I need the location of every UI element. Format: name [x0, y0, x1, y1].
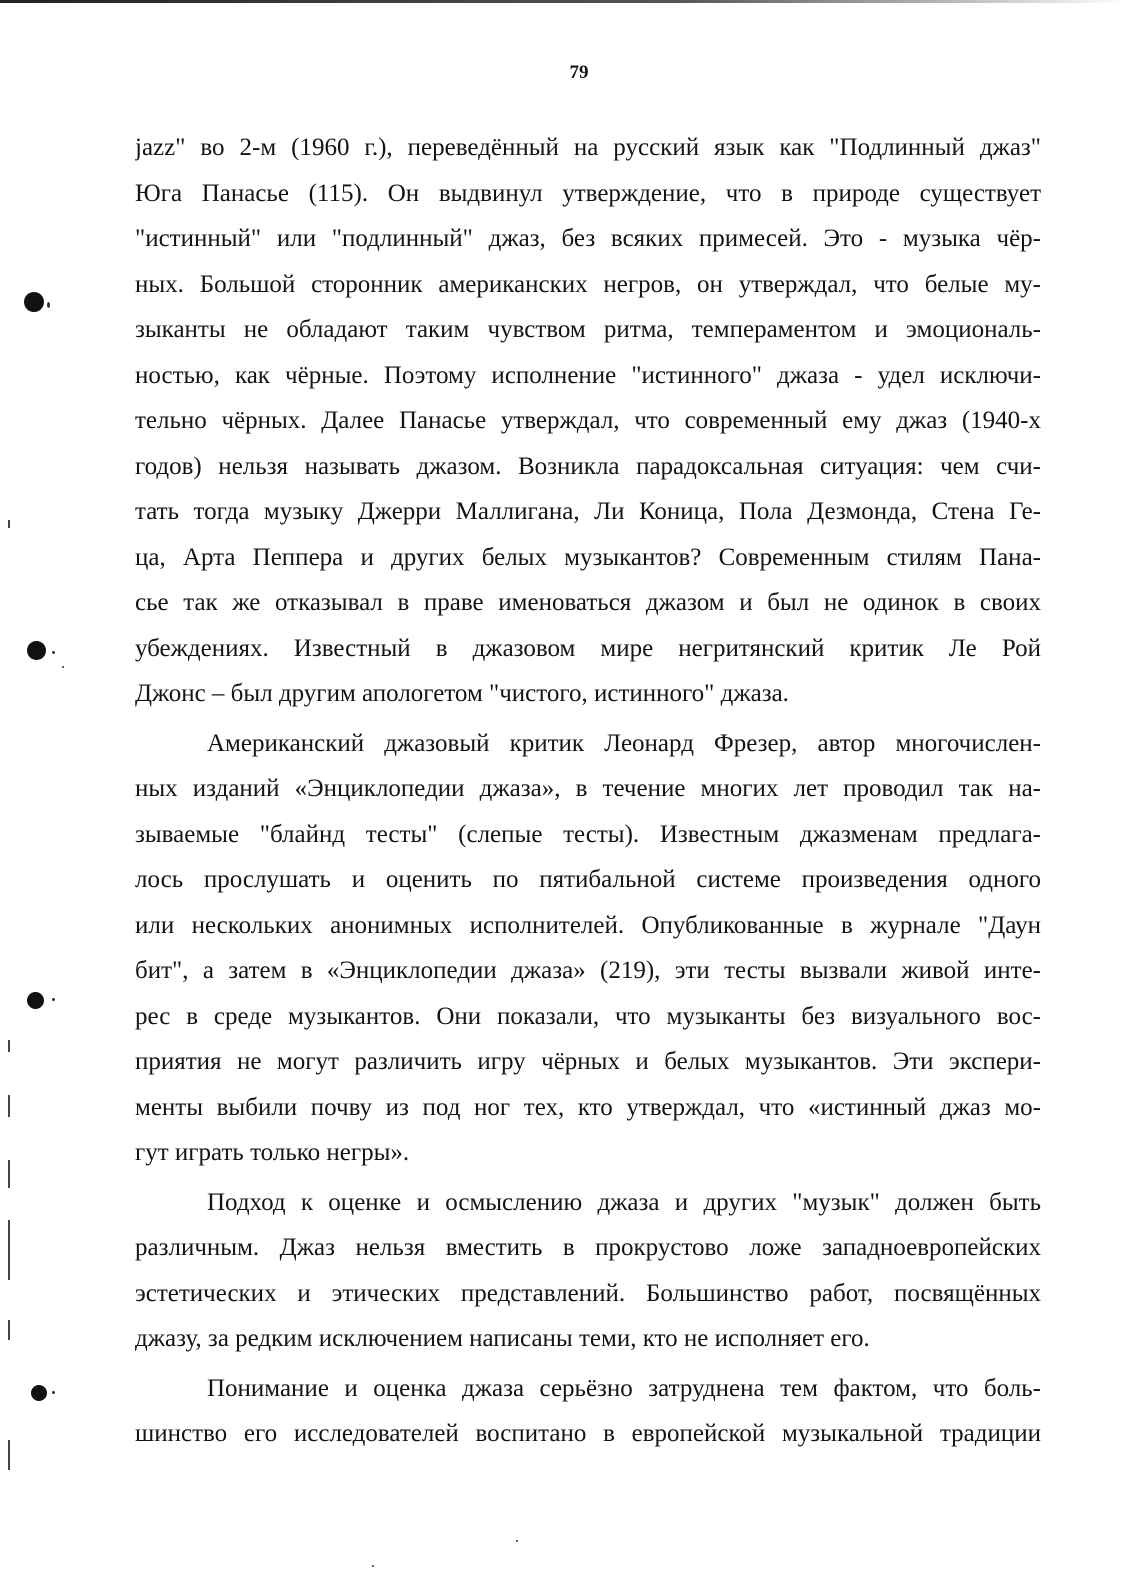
binder-hole-mark	[27, 992, 44, 1009]
scan-speck	[372, 1565, 374, 1567]
scan-edge-mark	[8, 1220, 10, 1280]
body-text	[135, 125, 1041, 1457]
text-line: джазу, за редким исключением написаны теми, кто не исполняет его.	[135, 1325, 870, 1352]
text-line: лось прослушать и оценить по пятибальной системе произведения одного	[135, 866, 1041, 893]
scan-speck	[62, 666, 64, 668]
text-line: тать тогда музыку Джерри Маллигана, Ли Коница, Пола Дезмонда, Стена Ге-	[135, 498, 1041, 525]
text-line: Американский джазовый критик Леонард Фрезер, автор многочислен-	[207, 729, 1041, 757]
paragraph	[135, 1366, 1041, 1457]
scan-edge-mark	[8, 1095, 10, 1117]
binder-hole-mark	[31, 1385, 47, 1401]
text-line: зываемые "блайнд тесты" (слепые тесты). Известным джазменам предлага-	[135, 820, 1041, 848]
text-line: "истинный" или "подлинный" джаз, без всяких примесей. Это - музыка чёр-	[135, 225, 1041, 252]
text-line: Подход к оценке и осмыслению джаза и других "музык" должен быть	[207, 1188, 1041, 1216]
text-line: Джонс – был другим апологетом "чистого, истинного" джаза.	[135, 680, 789, 707]
text-line: гут играть только негры».	[135, 1139, 410, 1166]
scan-speck	[52, 998, 55, 1001]
scan-edge-mark	[8, 1440, 10, 1470]
scan-speck	[52, 651, 55, 654]
text-line: годов) нельзя называть джазом. Возникла парадоксальная ситуация: чем счи-	[135, 452, 1041, 480]
text-line: ностью, как чёрные. Поэтому исполнение "истинного" джаза - удел исключи-	[135, 361, 1041, 389]
scan-edge-mark	[8, 1160, 10, 1188]
text-line: приятия не могут различить игру чёрных и белых музыкантов. Эти экспери-	[135, 1048, 1041, 1075]
binder-hole-mark	[27, 641, 46, 660]
text-line: эстетических и этических представлений. Большинство работ, посвящённых	[135, 1279, 1041, 1307]
text-line: ца, Арта Пеппера и других белых музыкантов? Современным стилям Пана-	[135, 543, 1041, 571]
text-line: шинство его исследователей воспитано в европейской музыкальной традиции	[135, 1420, 1041, 1447]
text-line: сье так же отказывал в праве именоваться джазом и был не одинок в своих	[135, 589, 1041, 616]
text-line: или нескольких анонимных исполнителей. Опубликованные в журнале "Даун	[135, 911, 1041, 939]
scan-speck	[52, 1391, 55, 1394]
paragraph	[135, 721, 1041, 1176]
text-line: менты выбили почву из под ног тех, кто утверждал, что «истинный джаз мо-	[135, 1093, 1041, 1121]
text-line: ных изданий «Энциклопедии джаза», в течение многих лет проводил так на-	[135, 775, 1041, 802]
scan-speck	[516, 1540, 518, 1542]
text-line: зыканты не обладают таким чувством ритма, темпераментом и эмоциональ-	[135, 316, 1041, 343]
text-line: ных. Большой сторонник американских негров, он утверждал, что белые му-	[135, 270, 1041, 298]
text-line: jazz" во 2-м (1960 г.), переведённый на русский язык как "Подлинный джаз"	[135, 134, 1041, 161]
paragraph	[135, 125, 1041, 717]
scan-edge-mark	[8, 520, 10, 528]
paragraph	[135, 1180, 1041, 1362]
scan-edge-mark	[8, 1040, 10, 1052]
text-line: различным. Джаз нельзя вместить в прокрустово ложе западноевропейских	[135, 1234, 1041, 1261]
text-line: бит", а затем в «Энциклопедии джаза» (219), эти тесты вызвали живой инте-	[135, 957, 1041, 984]
binder-hole-mark	[24, 292, 44, 312]
page-number: 79	[569, 62, 589, 83]
text-line: убеждениях. Известный в джазовом мире негритянский критик Ле Рой	[135, 634, 1041, 662]
scan-speck	[47, 302, 50, 308]
text-line: тельно чёрных. Далее Панасье утверждал, что современный ему джаз (1940-х	[135, 407, 1041, 434]
text-line: Понимание и оценка джаза серьёзно затруднена тем фактом, что боль-	[207, 1374, 1041, 1402]
text-line: рес в среде музыкантов. Они показали, что музыканты без визуального вос-	[135, 1002, 1041, 1030]
text-line: Юга Панасье (115). Он выдвинул утверждение, что в природе существует	[135, 179, 1041, 207]
scan-edge-mark	[8, 1320, 10, 1340]
scan-edge-top	[0, 0, 1127, 3]
